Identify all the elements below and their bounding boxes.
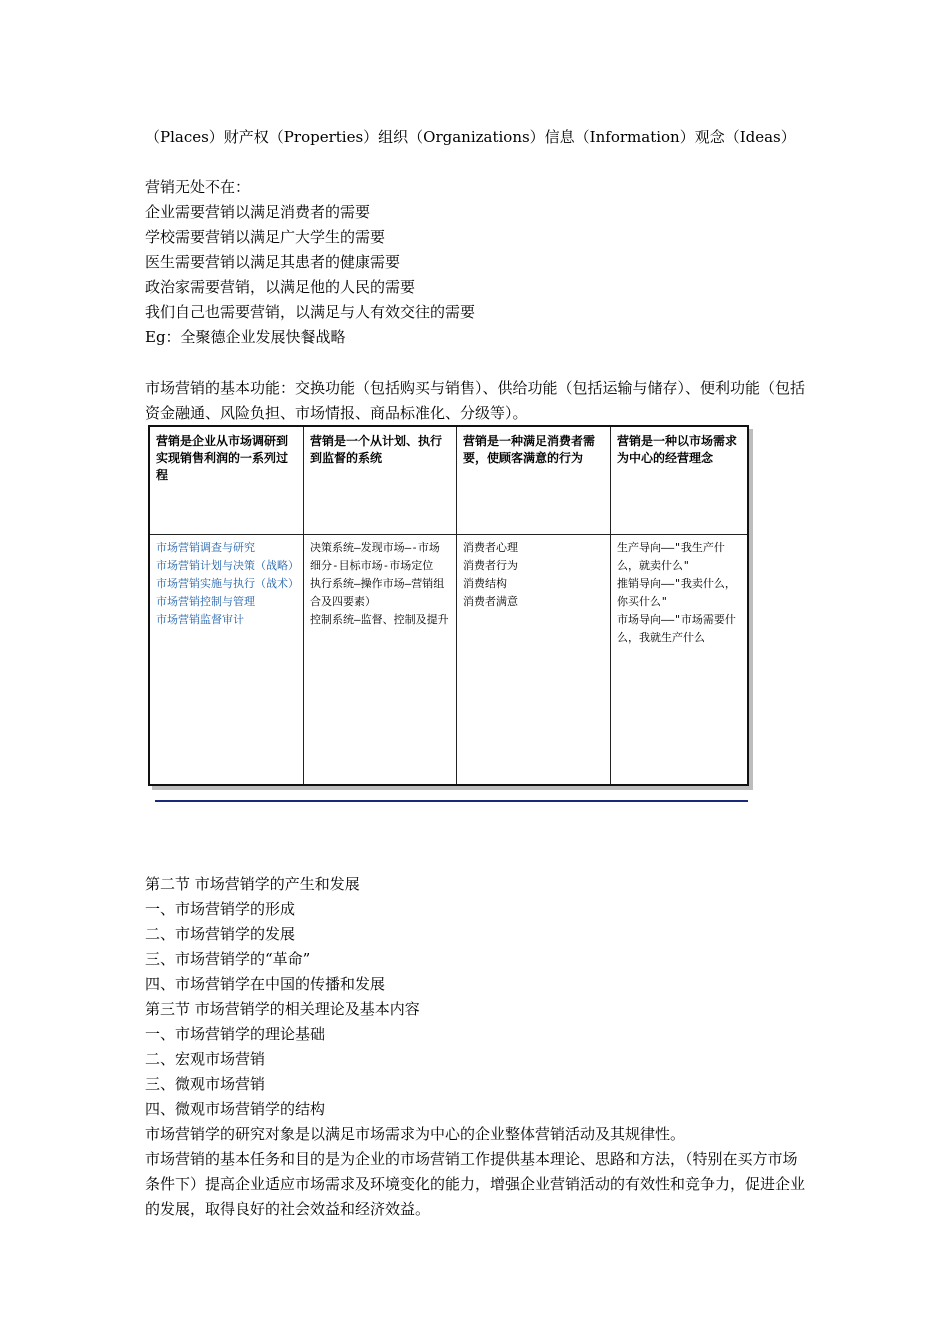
table-header-cell: 营销是一种以市场需求为中心的经营理念	[611, 427, 747, 535]
marketing-definition-table	[148, 425, 753, 790]
table-header-cell: 营销是一个从计划、执行到监督的系统	[304, 427, 457, 535]
table-cell-line: 市场营销调查与研究	[156, 541, 255, 554]
list-item: 政治家需要营销，以满足他的人民的需要	[145, 278, 416, 296]
table-cell-line: 消费者心理	[463, 541, 518, 554]
horizontal-rule	[155, 800, 748, 802]
table-body-cell	[150, 535, 304, 784]
outline-item: 三、微观市场营销	[145, 1075, 266, 1093]
section-heading: 第二节 市场营销学的产生和发展	[145, 875, 360, 893]
table-cell-line: 执行系统—操作市场—营销组合及四要素）	[310, 577, 445, 608]
intro-line: （Places）财产权（Properties）组织（Organizations）信息（Information）观念（Ideas）	[145, 128, 796, 146]
table-grid	[148, 425, 749, 786]
table-cell-line: 决策系统—发现市场—-市场细分-目标市场-市场定位	[310, 541, 440, 572]
basic-functions-paragraph: 市场营销的基本功能：交换功能（包括购买与销售）、供给功能（包括运输与储存）、便利功能（包括资金融通、风险负担、市场情报、商品标准化、分级等）。	[145, 379, 806, 422]
table-body-cell	[611, 535, 747, 784]
table-cell-line: 消费者满意	[463, 595, 518, 608]
table-body-cell	[304, 535, 457, 784]
outline-item: 二、市场营销学的发展	[145, 925, 296, 943]
outline-item: 二、宏观市场营销	[145, 1050, 266, 1068]
table-cell-line: 市场营销计划与决策（战略）	[156, 559, 299, 572]
closing-paragraph: 市场营销的基本任务和目的是为企业的市场营销工作提供基本理论、思路和方法，（特别在买方市场条件下）提高企业适应市场需求及环境变化的能力，增强企业营销活动的有效性和竞争力，促进企业的发展，取得良好的社会效益和经济效益。	[145, 1150, 806, 1218]
table-header-cell: 营销是企业从市场调研到实现销售利润的一系列过程	[150, 427, 304, 535]
table-cell-line: 推销导向——"我卖什么，你买什么"	[617, 577, 736, 608]
table-cell-line: 生产导向——"我生产什么，就卖什么"	[617, 541, 725, 572]
table-cell-line: 控制系统—监督、控制及提升	[310, 613, 449, 626]
outline-item: 一、市场营销学的理论基础	[145, 1025, 326, 1043]
list-item: 医生需要营销以满足其患者的健康需要	[145, 253, 401, 271]
table-body-cell	[457, 535, 611, 784]
outline-item: 一、市场营销学的形成	[145, 900, 296, 918]
table-cell-line: 市场导向——"市场需要什么，我就生产什么	[617, 613, 736, 644]
list-item: 我们自己也需要营销，以满足与人有效交往的需要	[145, 303, 476, 321]
table-cell-line: 消费者行为	[463, 559, 518, 572]
outline-item: 四、微观市场营销学的结构	[145, 1100, 326, 1118]
table-cell-line: 市场营销控制与管理	[156, 595, 255, 608]
research-object-line: 市场营销学的研究对象是以满足市场需求为中心的企业整体营销活动及其规律性。	[145, 1125, 686, 1143]
table-cell-line: 市场营销实施与执行（战术）	[156, 577, 299, 590]
section-heading: 营销无处不在：	[145, 178, 251, 196]
list-item: Eg：全聚德企业发展快餐战略	[145, 328, 346, 346]
section-heading: 第三节 市场营销学的相关理论及基本内容	[145, 1000, 420, 1018]
outline-item: 三、市场营销学的“革命”	[145, 950, 311, 968]
table-cell-line: 市场营销监督审计	[156, 613, 244, 626]
list-item: 学校需要营销以满足广大学生的需要	[145, 228, 386, 246]
table-header-cell: 营销是一种满足消费者需要，使顾客满意的行为	[457, 427, 611, 535]
outline-item: 四、市场营销学在中国的传播和发展	[145, 975, 386, 993]
list-item: 企业需要营销以满足消费者的需要	[145, 203, 371, 221]
table-cell-line: 消费结构	[463, 577, 507, 590]
